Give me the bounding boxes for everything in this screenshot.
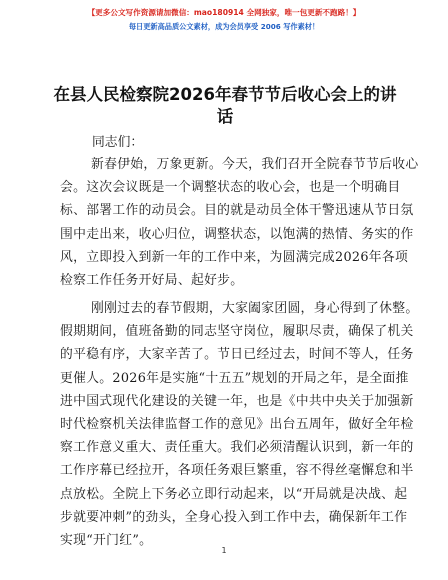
document-title-line-1: 在县人民检察院2026年春节节后收心会上的讲 [53, 85, 397, 104]
paragraph-line: 刚刚过去的春节假期，大家阖家团圆，身心得到了休整。 [91, 301, 419, 316]
paragraph-line: 进中国式现代化建设的关键一年，也是《中共中央关于加强新 [60, 393, 414, 409]
paragraph-line: 工作序幕已经拉开，各项任务艰巨繁重，容不得丝毫懈怠和半 [60, 463, 414, 479]
paragraph-line: 标、部署工作的动员会。目的就是动员全体干警迅速从节日氛 [60, 203, 414, 219]
paragraph-line: 风，立即投入到新一年的工作中来，为圆满完成2026年各项 [60, 249, 409, 265]
paragraph-line: 检察工作任务开好局、起好步。 [60, 272, 244, 288]
paragraph-line: 的平稳有序，大家辛苦了。节日已经过去，时间不等人，任务 [60, 347, 414, 363]
document-title-line-2: 话 [216, 107, 234, 126]
promo-banner-line-2: 每日更新高品质公文素材，成为会员享受 2006 写作素材！ [128, 22, 320, 31]
paragraph-line: 点放松。全院上下务必立即行动起来，以“开局就是决战、起 [60, 486, 408, 502]
paragraph-line: 步就要冲刺”的劲头，全身心投入到工作中去，确保新年工作 [60, 509, 408, 525]
promo-banner-line-1: 【更多公文写作资源请加微信：mao180914 全网独家，唯一包更新不跑路！】 [87, 8, 361, 17]
paragraph-line: 会。这次会议既是一个调整状态的收心会，也是一个明确目 [60, 180, 401, 196]
paragraph-line: 实现“开门红”。 [60, 532, 153, 548]
page-number: 1 [221, 546, 227, 555]
paragraph-line: 围中走出来，收心归位，调整状态，以饱满的热情、务实的作 [60, 226, 414, 242]
body-paragraph-2 [60, 297, 418, 552]
salutation: 同志们： [92, 135, 144, 150]
body-paragraph-1 [60, 153, 418, 292]
document-title [40, 84, 410, 128]
paragraph-line: 新春伊始，万象更新。今天，我们召开全院春节节后收心 [91, 157, 419, 172]
paragraph-line: 更催人。2026年是实施“十五五”规划的开局之年，是全面推 [60, 370, 409, 386]
paragraph-line: 时代检察机关法律监督工作的意见》出台五周年，做好全年检 [60, 416, 414, 432]
paragraph-line: 察工作意义重大、责任重大。我们必须清醒认识到，新一年的 [60, 440, 414, 456]
paragraph-line: 假期期间，值班备勤的同志坚守岗位，履职尽责，确保了机关 [60, 324, 414, 340]
